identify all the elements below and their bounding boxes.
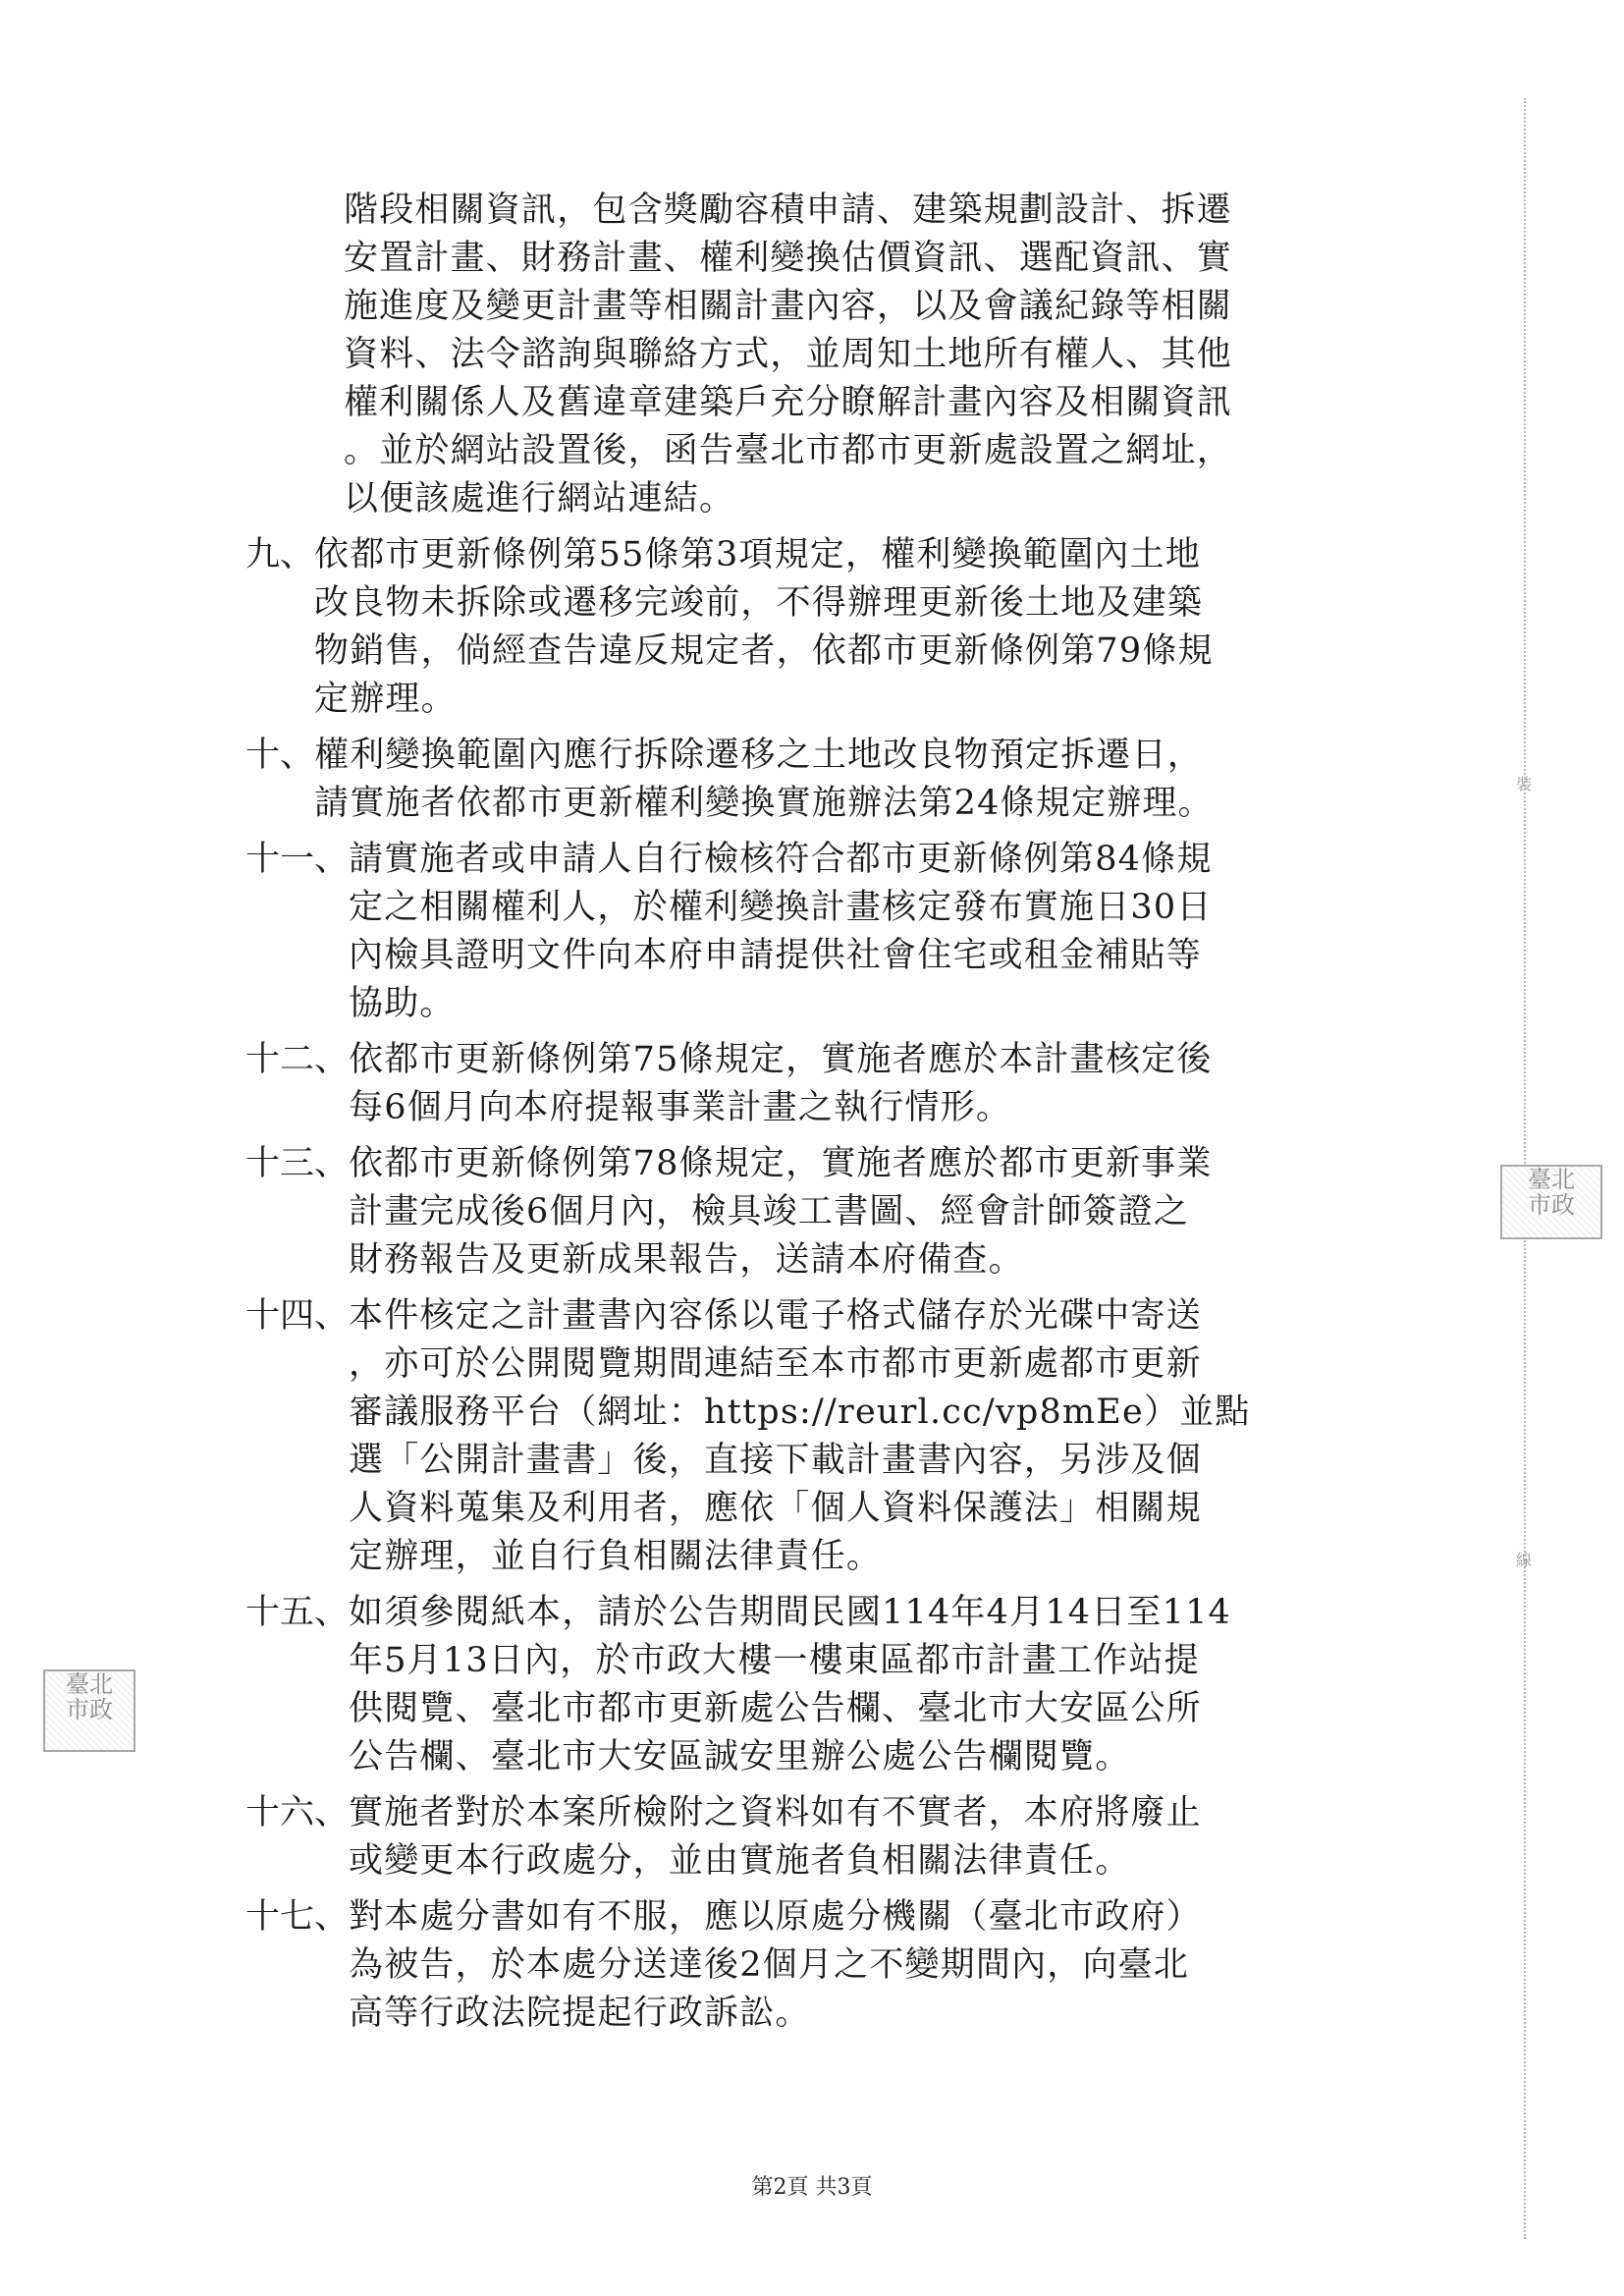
text-line: 高等行政法院提起行政訴訟。 [349, 1994, 811, 2033]
text-line: 計畫完成後6個月內，檢具竣工書圖、經會計師簽證之 [349, 1192, 1190, 1231]
list-item [245, 531, 1463, 724]
text-line: 定之相關權利人，於權利變換計畫核定發布實施日30日 [349, 888, 1213, 927]
page-number: 第2頁 共3頁 [751, 2175, 873, 2200]
text-line: 為被告，於本處分送達後2個月之不變期間內，向臺北 [349, 1945, 1190, 1985]
text-line: 審議服務平台（網址：https://reurl.cc/vp8mEe）並點 [349, 1393, 1251, 1432]
item-content [349, 1589, 1463, 1781]
text-line: 。並於網站設置後，函告臺北市都市更新處設置之網址， [344, 431, 1233, 470]
item-content [349, 836, 1463, 1028]
text-line: 依都市更新條例第78條規定，實施者應於都市更新事業 [349, 1144, 1213, 1183]
list-item [245, 732, 1463, 828]
item-content [314, 531, 1463, 724]
text-line: ，亦可於公開閱覽期間連結至本市都市更新處都市更新 [349, 1344, 1202, 1384]
text-line: 改良物未拆除或遷移完竣前，不得辦理更新後土地及建築 [314, 583, 1204, 623]
item-number: 十一、 [245, 840, 350, 879]
text-line: 資料、法令諮詢與聯絡方式，並周知土地所有權人、其他 [344, 335, 1233, 374]
item-content [349, 1893, 1463, 2038]
list-item [245, 1036, 1463, 1132]
item-number: 十七、 [245, 1897, 350, 1937]
list-item [245, 836, 1463, 1028]
item-number: 十四、 [245, 1296, 350, 1336]
text-line: 內檢具證明文件向本府申請提供社會住宅或租金補貼等 [349, 936, 1202, 975]
text-line: 以便該處進行網站連結。 [344, 479, 735, 519]
intro-paragraph [245, 187, 1463, 523]
text-line: 選「公開計畫書」後，直接下載計畫書內容，另涉及個 [349, 1441, 1202, 1480]
binding-char-top: 裝 [1516, 775, 1533, 793]
list-item [245, 1589, 1463, 1781]
text-line: 年5月13日內，於市政大樓一樓東區都市計畫工作站提 [349, 1641, 1200, 1680]
list-item [245, 1140, 1463, 1285]
text-line: 定辦理。 [314, 680, 457, 719]
list-item [245, 1292, 1463, 1581]
item-number: 十五、 [245, 1593, 350, 1632]
item-content [349, 1036, 1463, 1132]
text-line: 對本處分書如有不服，應以原處分機關（臺北市政府） [349, 1897, 1202, 1937]
item-content [349, 1140, 1463, 1285]
document-body [245, 187, 1463, 2038]
text-line: 定辦理，並自行負相關法律責任。 [349, 1537, 883, 1576]
right-margin-seal: 臺北 市政 [1500, 1165, 1602, 1239]
text-line: 協助。 [349, 984, 456, 1023]
text-line: 如須參閱紙本，請於公告期間民國114年4月14日至114 [349, 1593, 1232, 1632]
item-content [349, 1789, 1463, 1886]
text-line: 權利變換範圍內應行拆除遷移之土地改良物預定拆遷日， [314, 736, 1204, 775]
item-content [314, 732, 1463, 828]
text-line: 每6個月向本府提報事業計畫之執行情形。 [349, 1088, 1012, 1127]
text-line: 或變更本行政處分，並由實施者負相關法律責任。 [349, 1841, 1131, 1881]
binding-char-bottom: 線 [1516, 1551, 1533, 1569]
item-number: 十三、 [245, 1144, 350, 1183]
text-line: 請實施者依都市更新權利變換實施辦法第24條規定辦理。 [314, 784, 1214, 823]
text-line: 本件核定之計畫書內容係以電子格式儲存於光碟中寄送 [349, 1296, 1202, 1336]
item-number: 十、 [245, 736, 315, 775]
text-line: 依都市更新條例第55條第3項規定，權利變換範圍內土地 [314, 535, 1202, 574]
text-line: 階段相關資訊，包含獎勵容積申請、建築規劃設計、拆遷 [344, 191, 1233, 230]
item-number: 九、 [245, 535, 315, 574]
text-line: 財務報告及更新成果報告，送請本府備查。 [349, 1240, 1024, 1280]
text-line: 權利關係人及舊違章建築戶充分瞭解計畫內容及相關資訊 [344, 383, 1233, 422]
text-line: 請實施者或申請人自行檢核符合都市更新條例第84條規 [349, 840, 1213, 879]
text-line: 依都市更新條例第75條規定，實施者應於本計畫核定後 [349, 1040, 1213, 1079]
text-line: 實施者對於本案所檢附之資料如有不實者，本府將廢止 [349, 1793, 1202, 1832]
list-item [245, 1893, 1463, 2038]
text-line: 公告欄、臺北市大安區誠安里辦公處公告欄閱覽。 [349, 1737, 1131, 1777]
item-number: 十二、 [245, 1040, 350, 1079]
text-line: 人資料蒐集及利用者，應依「個人資料保護法」相關規 [349, 1489, 1202, 1528]
left-margin-seal: 臺北 市政 [43, 1669, 135, 1752]
item-number: 十六、 [245, 1793, 350, 1832]
text-line: 安置計畫、財務計畫、權利變換估價資訊、選配資訊、實 [344, 239, 1233, 278]
list-item [245, 1789, 1463, 1886]
text-line: 供閱覽、臺北市都市更新處公告欄、臺北市大安區公所 [349, 1689, 1202, 1728]
text-line: 物銷售，倘經查告違反規定者，依都市更新條例第79條規 [314, 631, 1214, 671]
text-line: 施進度及變更計畫等相關計畫內容，以及會議紀錄等相關 [344, 287, 1233, 326]
item-content [349, 1292, 1463, 1581]
